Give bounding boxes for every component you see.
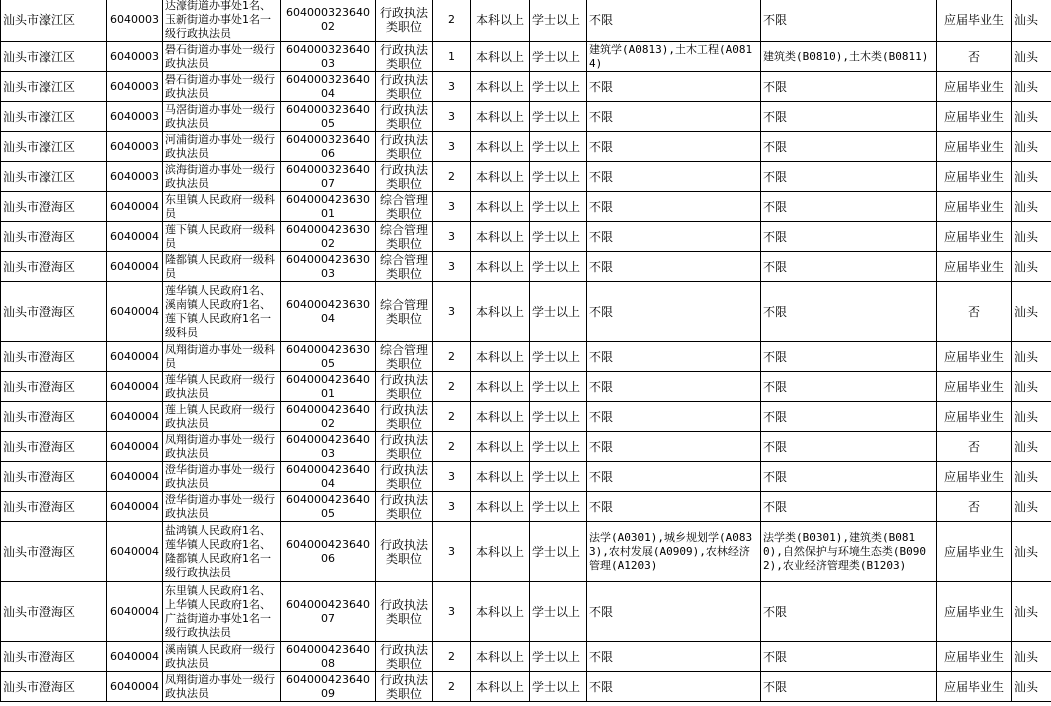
- cell-fresh-graduate: 否: [937, 282, 1012, 342]
- table-row: [1, 462, 1051, 492]
- cell-location: 汕头: [1012, 672, 1051, 702]
- cell-fresh-graduate: 应届毕业生: [937, 192, 1012, 222]
- cell-degree: 学士以上: [530, 462, 587, 492]
- cell-count: 3: [433, 492, 471, 522]
- cell-location: 汕头: [1012, 192, 1051, 222]
- cell-count: 3: [433, 72, 471, 102]
- cell-degree: 学士以上: [530, 642, 587, 672]
- cell-education: 本科以上: [471, 282, 530, 342]
- cell-count: 3: [433, 192, 471, 222]
- cell-degree: 学士以上: [530, 282, 587, 342]
- cell-location: 汕头: [1012, 132, 1051, 162]
- cell-grad-major: 不限: [587, 282, 761, 342]
- cell-area: 汕头市濠江区: [1, 132, 107, 162]
- cell-grad-major: 不限: [587, 162, 761, 192]
- cell-education: 本科以上: [471, 252, 530, 282]
- cell-category: 行政执法类职位: [376, 0, 433, 42]
- cell-location: 汕头: [1012, 0, 1051, 42]
- cell-post-code: 60400042363002: [281, 222, 376, 252]
- cell-area: 汕头市澄海区: [1, 402, 107, 432]
- cell-unit-name: 东里镇人民政府1名、上华镇人民政府1名、广益街道办事处1名一级行政执法员: [163, 582, 281, 642]
- cell-fresh-graduate: 否: [937, 42, 1012, 72]
- cell-education: 本科以上: [471, 162, 530, 192]
- cell-area: 汕头市濠江区: [1, 102, 107, 132]
- cell-ug-major: 不限: [761, 432, 937, 462]
- cell-location: 汕头: [1012, 522, 1051, 582]
- cell-ug-major: 不限: [761, 642, 937, 672]
- cell-count: 2: [433, 432, 471, 462]
- cell-ug-major: 不限: [761, 162, 937, 192]
- cell-unit-code: 6040004: [107, 192, 163, 222]
- cell-unit-code: 6040004: [107, 402, 163, 432]
- cell-count: 3: [433, 582, 471, 642]
- cell-unit-code: 6040003: [107, 132, 163, 162]
- cell-degree: 学士以上: [530, 342, 587, 372]
- cell-unit-name: 莲华镇人民政府一级行政执法员: [163, 372, 281, 402]
- cell-grad-major: 不限: [587, 582, 761, 642]
- cell-area: 汕头市澄海区: [1, 372, 107, 402]
- cell-education: 本科以上: [471, 672, 530, 702]
- cell-degree: 学士以上: [530, 402, 587, 432]
- cell-education: 本科以上: [471, 462, 530, 492]
- cell-unit-name: 礐石街道办事处一级行政执法员: [163, 42, 281, 72]
- cell-area: 汕头市濠江区: [1, 72, 107, 102]
- cell-ug-major: 不限: [761, 342, 937, 372]
- cell-degree: 学士以上: [530, 132, 587, 162]
- cell-location: 汕头: [1012, 72, 1051, 102]
- cell-post-code: 60400042364004: [281, 462, 376, 492]
- table-row: [1, 402, 1051, 432]
- cell-grad-major: 法学(A0301),城乡规划学(A0833),农村发展(A0909),农林经济管理(A1203): [587, 522, 761, 582]
- cell-count: 2: [433, 672, 471, 702]
- cell-unit-code: 6040004: [107, 222, 163, 252]
- cell-degree: 学士以上: [530, 522, 587, 582]
- table-row: [1, 522, 1051, 582]
- table-row: [1, 42, 1051, 72]
- cell-grad-major: 不限: [587, 192, 761, 222]
- cell-unit-code: 6040004: [107, 252, 163, 282]
- cell-area: 汕头市澄海区: [1, 282, 107, 342]
- cell-unit-code: 6040004: [107, 492, 163, 522]
- cell-count: 2: [433, 342, 471, 372]
- cell-location: 汕头: [1012, 642, 1051, 672]
- cell-post-code: 60400032364006: [281, 132, 376, 162]
- cell-ug-major: 建筑类(B0810),土木类(B0811): [761, 42, 937, 72]
- cell-degree: 学士以上: [530, 432, 587, 462]
- cell-unit-code: 6040004: [107, 432, 163, 462]
- cell-grad-major: 不限: [587, 672, 761, 702]
- cell-degree: 学士以上: [530, 582, 587, 642]
- cell-category: 行政执法类职位: [376, 102, 433, 132]
- cell-post-code: 60400042364002: [281, 402, 376, 432]
- table-row: [1, 372, 1051, 402]
- cell-unit-name: 莲上镇人民政府一级行政执法员: [163, 402, 281, 432]
- cell-ug-major: 不限: [761, 252, 937, 282]
- cell-count: 3: [433, 252, 471, 282]
- table-row: [1, 642, 1051, 672]
- cell-ug-major: 不限: [761, 102, 937, 132]
- cell-unit-name: 隆都镇人民政府一级科员: [163, 252, 281, 282]
- table-row: [1, 132, 1051, 162]
- cell-count: 2: [433, 162, 471, 192]
- cell-unit-code: 6040003: [107, 102, 163, 132]
- cell-post-code: 60400042363001: [281, 192, 376, 222]
- cell-location: 汕头: [1012, 162, 1051, 192]
- cell-count: 2: [433, 642, 471, 672]
- cell-location: 汕头: [1012, 342, 1051, 372]
- cell-degree: 学士以上: [530, 162, 587, 192]
- cell-ug-major: 不限: [761, 132, 937, 162]
- cell-education: 本科以上: [471, 432, 530, 462]
- cell-post-code: 60400042364007: [281, 582, 376, 642]
- cell-grad-major: 不限: [587, 342, 761, 372]
- cell-category: 行政执法类职位: [376, 372, 433, 402]
- cell-area: 汕头市澄海区: [1, 522, 107, 582]
- cell-post-code: 60400042363005: [281, 342, 376, 372]
- cell-category: 综合管理类职位: [376, 342, 433, 372]
- cell-post-code: 60400032364002: [281, 0, 376, 42]
- cell-ug-major: 不限: [761, 372, 937, 402]
- cell-location: 汕头: [1012, 462, 1051, 492]
- cell-category: 行政执法类职位: [376, 522, 433, 582]
- cell-unit-code: 6040004: [107, 522, 163, 582]
- cell-ug-major: 不限: [761, 0, 937, 42]
- table-row: [1, 162, 1051, 192]
- cell-count: 3: [433, 462, 471, 492]
- cell-category: 行政执法类职位: [376, 42, 433, 72]
- cell-category: 行政执法类职位: [376, 642, 433, 672]
- cell-education: 本科以上: [471, 192, 530, 222]
- cell-fresh-graduate: 应届毕业生: [937, 132, 1012, 162]
- cell-category: 行政执法类职位: [376, 402, 433, 432]
- cell-ug-major: 不限: [761, 672, 937, 702]
- cell-ug-major: 不限: [761, 222, 937, 252]
- cell-category: 综合管理类职位: [376, 222, 433, 252]
- cell-fresh-graduate: 应届毕业生: [937, 582, 1012, 642]
- cell-area: 汕头市澄海区: [1, 342, 107, 372]
- cell-category: 行政执法类职位: [376, 672, 433, 702]
- cell-grad-major: 不限: [587, 252, 761, 282]
- table-row: [1, 582, 1051, 642]
- cell-fresh-graduate: 应届毕业生: [937, 462, 1012, 492]
- cell-grad-major: 不限: [587, 402, 761, 432]
- cell-unit-name: 礐石街道办事处一级行政执法员: [163, 72, 281, 102]
- cell-area: 汕头市澄海区: [1, 222, 107, 252]
- cell-unit-name: 凤翔街道办事处一级行政执法员: [163, 672, 281, 702]
- cell-area: 汕头市濠江区: [1, 42, 107, 72]
- table-row: [1, 342, 1051, 372]
- cell-unit-name: 马滘街道办事处一级行政执法员: [163, 102, 281, 132]
- cell-unit-code: 6040004: [107, 282, 163, 342]
- cell-education: 本科以上: [471, 582, 530, 642]
- cell-count: 2: [433, 402, 471, 432]
- cell-category: 行政执法类职位: [376, 432, 433, 462]
- cell-area: 汕头市澄海区: [1, 462, 107, 492]
- cell-category: 综合管理类职位: [376, 252, 433, 282]
- cell-unit-code: 6040003: [107, 0, 163, 42]
- cell-ug-major: 不限: [761, 72, 937, 102]
- cell-degree: 学士以上: [530, 102, 587, 132]
- cell-unit-code: 6040004: [107, 642, 163, 672]
- cell-fresh-graduate: 否: [937, 492, 1012, 522]
- cell-grad-major: 不限: [587, 372, 761, 402]
- cell-fresh-graduate: 应届毕业生: [937, 642, 1012, 672]
- cell-unit-name: 达濠街道办事处1名、玉新街道办事处1名一级行政执法员: [163, 0, 281, 42]
- cell-area: 汕头市澄海区: [1, 672, 107, 702]
- cell-post-code: 60400042364005: [281, 492, 376, 522]
- cell-ug-major: 不限: [761, 582, 937, 642]
- cell-category: 行政执法类职位: [376, 582, 433, 642]
- cell-education: 本科以上: [471, 372, 530, 402]
- cell-fresh-graduate: 应届毕业生: [937, 672, 1012, 702]
- cell-degree: 学士以上: [530, 672, 587, 702]
- table-row: [1, 672, 1051, 702]
- cell-unit-name: 东里镇人民政府一级科员: [163, 192, 281, 222]
- cell-education: 本科以上: [471, 522, 530, 582]
- cell-unit-name: 莲下镇人民政府一级科员: [163, 222, 281, 252]
- cell-post-code: 60400042364009: [281, 672, 376, 702]
- cell-fresh-graduate: 应届毕业生: [937, 372, 1012, 402]
- cell-education: 本科以上: [471, 402, 530, 432]
- cell-area: 汕头市濠江区: [1, 0, 107, 42]
- cell-count: 3: [433, 522, 471, 582]
- table-row: [1, 252, 1051, 282]
- cell-ug-major: 不限: [761, 402, 937, 432]
- cell-unit-code: 6040004: [107, 372, 163, 402]
- cell-fresh-graduate: 应届毕业生: [937, 252, 1012, 282]
- cell-unit-code: 6040003: [107, 42, 163, 72]
- cell-post-code: 60400042364006: [281, 522, 376, 582]
- cell-unit-name: 凤翔街道办事处一级科员: [163, 342, 281, 372]
- cell-post-code: 60400032364007: [281, 162, 376, 192]
- cell-location: 汕头: [1012, 252, 1051, 282]
- cell-post-code: 60400042363003: [281, 252, 376, 282]
- cell-degree: 学士以上: [530, 0, 587, 42]
- cell-degree: 学士以上: [530, 372, 587, 402]
- cell-area: 汕头市澄海区: [1, 492, 107, 522]
- cell-grad-major: 不限: [587, 432, 761, 462]
- cell-category: 行政执法类职位: [376, 132, 433, 162]
- cell-unit-name: 澄华街道办事处一级行政执法员: [163, 492, 281, 522]
- cell-education: 本科以上: [471, 342, 530, 372]
- cell-location: 汕头: [1012, 372, 1051, 402]
- cell-post-code: 60400032364005: [281, 102, 376, 132]
- cell-location: 汕头: [1012, 402, 1051, 432]
- cell-area: 汕头市澄海区: [1, 432, 107, 462]
- cell-fresh-graduate: 应届毕业生: [937, 102, 1012, 132]
- cell-grad-major: 不限: [587, 642, 761, 672]
- cell-fresh-graduate: 否: [937, 432, 1012, 462]
- cell-unit-code: 6040003: [107, 72, 163, 102]
- cell-count: 3: [433, 102, 471, 132]
- cell-education: 本科以上: [471, 102, 530, 132]
- cell-area: 汕头市濠江区: [1, 162, 107, 192]
- cell-fresh-graduate: 应届毕业生: [937, 222, 1012, 252]
- cell-degree: 学士以上: [530, 222, 587, 252]
- cell-post-code: 60400042364003: [281, 432, 376, 462]
- table-row: [1, 102, 1051, 132]
- cell-grad-major: 不限: [587, 102, 761, 132]
- cell-location: 汕头: [1012, 582, 1051, 642]
- cell-ug-major: 不限: [761, 192, 937, 222]
- cell-fresh-graduate: 应届毕业生: [937, 162, 1012, 192]
- cell-fresh-graduate: 应届毕业生: [937, 342, 1012, 372]
- cell-category: 行政执法类职位: [376, 162, 433, 192]
- cell-count: 2: [433, 372, 471, 402]
- cell-unit-code: 6040004: [107, 672, 163, 702]
- cell-location: 汕头: [1012, 432, 1051, 462]
- cell-fresh-graduate: 应届毕业生: [937, 522, 1012, 582]
- cell-count: 2: [433, 0, 471, 42]
- cell-unit-name: 凤翔街道办事处一级行政执法员: [163, 432, 281, 462]
- cell-degree: 学士以上: [530, 252, 587, 282]
- cell-grad-major: 不限: [587, 462, 761, 492]
- cell-post-code: 60400042364001: [281, 372, 376, 402]
- cell-unit-code: 6040003: [107, 162, 163, 192]
- cell-area: 汕头市澄海区: [1, 582, 107, 642]
- cell-grad-major: 不限: [587, 222, 761, 252]
- cell-unit-name: 盐鸿镇人民政府1名、莲华镇人民政府1名、隆都镇人民政府1名一级行政执法员: [163, 522, 281, 582]
- cell-degree: 学士以上: [530, 192, 587, 222]
- cell-category: 行政执法类职位: [376, 462, 433, 492]
- cell-count: 1: [433, 42, 471, 72]
- table-row: [1, 222, 1051, 252]
- cell-location: 汕头: [1012, 222, 1051, 252]
- cell-unit-name: 澄华街道办事处一级行政执法员: [163, 462, 281, 492]
- cell-unit-code: 6040004: [107, 582, 163, 642]
- cell-count: 3: [433, 222, 471, 252]
- cell-area: 汕头市澄海区: [1, 192, 107, 222]
- cell-fresh-graduate: 应届毕业生: [937, 72, 1012, 102]
- cell-grad-major: 不限: [587, 72, 761, 102]
- table-row: [1, 282, 1051, 342]
- cell-location: 汕头: [1012, 42, 1051, 72]
- cell-unit-name: 莲华镇人民政府1名、溪南镇人民政府1名、莲下镇人民政府1名一级科员: [163, 282, 281, 342]
- cell-category: 行政执法类职位: [376, 492, 433, 522]
- cell-ug-major: 不限: [761, 492, 937, 522]
- table-body: [1, 0, 1051, 702]
- cell-count: 3: [433, 282, 471, 342]
- cell-unit-code: 6040004: [107, 462, 163, 492]
- cell-grad-major: 建筑学(A0813),土木工程(A0814): [587, 42, 761, 72]
- cell-grad-major: 不限: [587, 492, 761, 522]
- cell-degree: 学士以上: [530, 492, 587, 522]
- cell-education: 本科以上: [471, 72, 530, 102]
- cell-unit-name: 滨海街道办事处一级行政执法员: [163, 162, 281, 192]
- cell-location: 汕头: [1012, 492, 1051, 522]
- cell-ug-major: 不限: [761, 282, 937, 342]
- cell-fresh-graduate: 应届毕业生: [937, 402, 1012, 432]
- cell-unit-name: 河浦街道办事处一级行政执法员: [163, 132, 281, 162]
- cell-count: 3: [433, 132, 471, 162]
- cell-post-code: 60400032364003: [281, 42, 376, 72]
- cell-education: 本科以上: [471, 132, 530, 162]
- table-row: [1, 192, 1051, 222]
- cell-ug-major: 法学类(B0301),建筑类(B0810),自然保护与环境生态类(B0902),农业经济管理类(B1203): [761, 522, 937, 582]
- cell-degree: 学士以上: [530, 72, 587, 102]
- cell-unit-code: 6040004: [107, 342, 163, 372]
- cell-education: 本科以上: [471, 492, 530, 522]
- cell-education: 本科以上: [471, 642, 530, 672]
- cell-post-code: 60400032364004: [281, 72, 376, 102]
- cell-area: 汕头市澄海区: [1, 642, 107, 672]
- cell-post-code: 60400042364008: [281, 642, 376, 672]
- cell-category: 行政执法类职位: [376, 72, 433, 102]
- table-row: [1, 0, 1051, 42]
- cell-area: 汕头市澄海区: [1, 252, 107, 282]
- cell-post-code: 60400042363004: [281, 282, 376, 342]
- cell-education: 本科以上: [471, 0, 530, 42]
- cell-category: 综合管理类职位: [376, 192, 433, 222]
- cell-category: 综合管理类职位: [376, 282, 433, 342]
- table-row: [1, 432, 1051, 462]
- cell-education: 本科以上: [471, 42, 530, 72]
- cell-grad-major: 不限: [587, 132, 761, 162]
- cell-ug-major: 不限: [761, 462, 937, 492]
- cell-degree: 学士以上: [530, 42, 587, 72]
- cell-grad-major: 不限: [587, 0, 761, 42]
- table-row: [1, 492, 1051, 522]
- cell-education: 本科以上: [471, 222, 530, 252]
- cell-location: 汕头: [1012, 282, 1051, 342]
- table-row: [1, 72, 1051, 102]
- cell-location: 汕头: [1012, 102, 1051, 132]
- cell-fresh-graduate: 应届毕业生: [937, 0, 1012, 42]
- cell-unit-name: 溪南镇人民政府一级行政执法员: [163, 642, 281, 672]
